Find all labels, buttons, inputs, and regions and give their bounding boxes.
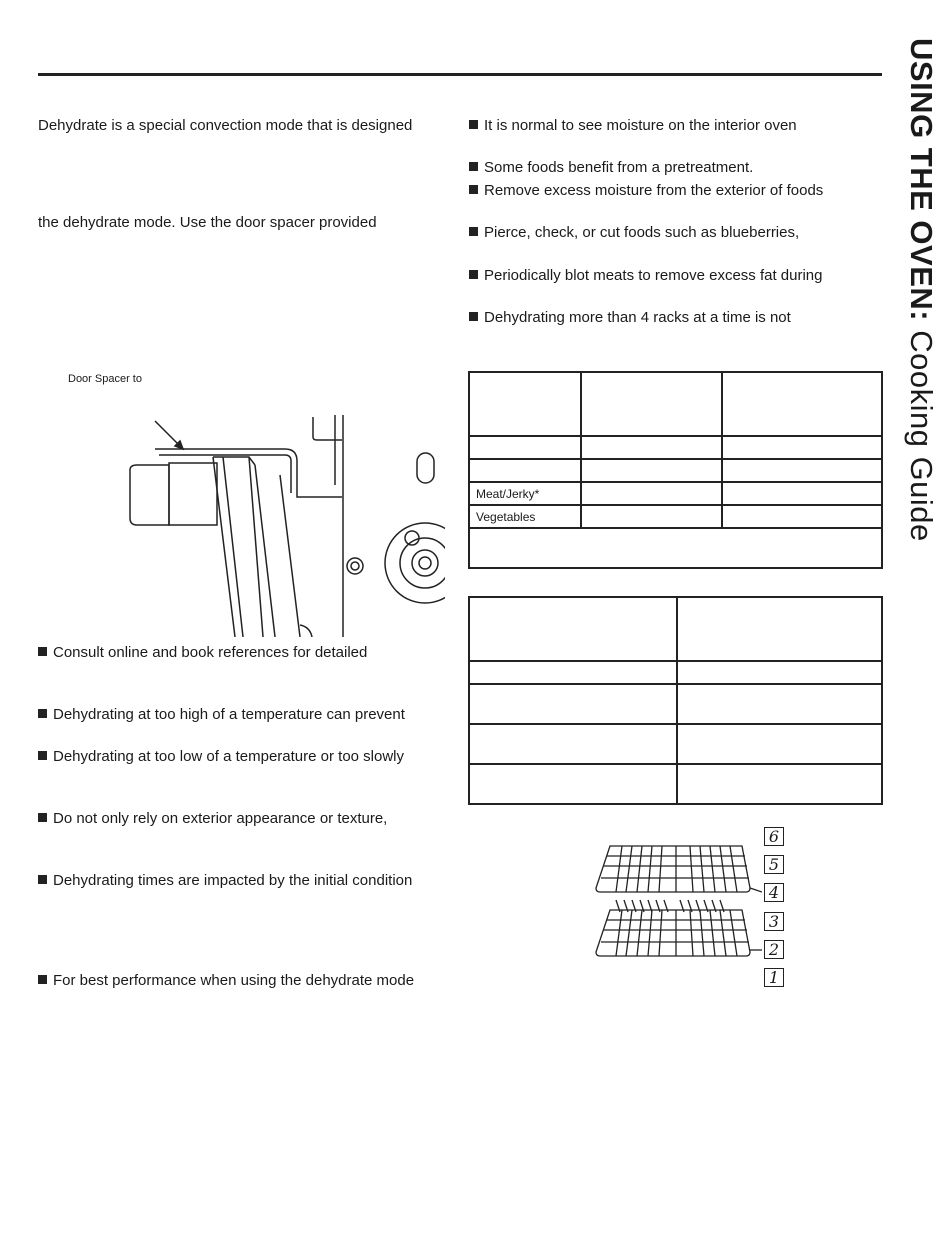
right-tip-4: Pierce, check, or cut foods such as blueberries, (469, 224, 799, 242)
table-row (469, 764, 882, 804)
upper-rack (596, 846, 750, 912)
left-tip-6: For best performance when using the dehydrate mode (38, 972, 414, 990)
table-cell: Vegetables (469, 505, 581, 528)
table-cell (677, 764, 882, 804)
table-row (469, 724, 882, 764)
right-tip-2: Some foods benefit from a pretreatment. (469, 159, 753, 177)
top-rule (38, 73, 882, 76)
left-tip-2: Dehydrating at too high of a temperature can prevent (38, 706, 405, 724)
table-row (469, 505, 882, 528)
table-cell (722, 459, 882, 482)
door-spacer-illustration (125, 415, 445, 637)
rack-position-1: 1 (764, 968, 784, 987)
bullet-square (469, 312, 478, 321)
table-cell (581, 372, 722, 436)
intro-text: Dehydrate is a special convection mode that is designed (38, 117, 413, 134)
table-cell: Meat/Jerky* (469, 482, 581, 505)
table-cell (677, 661, 882, 684)
rack-position-4: 4 (764, 883, 784, 902)
table-cell (469, 764, 677, 804)
table-row (469, 436, 882, 459)
table-cell (677, 724, 882, 764)
table-footer-cell (469, 528, 882, 568)
table-cell (581, 482, 722, 505)
rack-position-2: 2 (764, 940, 784, 959)
table-cell (469, 597, 677, 661)
oven-dial-outer (385, 523, 445, 603)
bullet-square (469, 120, 478, 129)
spacer-text: the dehydrate mode. Use the door spacer provided (38, 214, 377, 231)
oven-top-edge (313, 417, 342, 440)
rack-position-6: 6 (764, 827, 784, 846)
table-cell (722, 482, 882, 505)
left-tip-5: Dehydrating times are impacted by the initial condition (38, 872, 412, 890)
side-header-light: Cooking Guide (904, 330, 939, 542)
table-cell (469, 724, 677, 764)
table-cell (469, 459, 581, 482)
table-cell (677, 684, 882, 724)
table-cell (581, 505, 722, 528)
table-cell (677, 597, 882, 661)
right-tip-6: Dehydrating more than 4 racks at a time is not (469, 309, 791, 327)
table-cell (469, 661, 677, 684)
table-row (469, 661, 882, 684)
bullet-square (38, 647, 47, 656)
table-row (469, 372, 882, 436)
spacer-clip (130, 465, 169, 525)
dehydrate-food-table (468, 371, 883, 569)
bullet-square (38, 813, 47, 822)
oven-knob-small-center (351, 562, 359, 570)
door-panel (213, 457, 263, 637)
lower-rack (596, 910, 750, 956)
bullet-square (469, 227, 478, 236)
table-cell (469, 684, 677, 724)
spacer-block (169, 463, 217, 525)
door-hinge (300, 625, 312, 637)
rack-position-5: 5 (764, 855, 784, 874)
table-cell (581, 436, 722, 459)
bullet-square (469, 185, 478, 194)
table-cell (469, 436, 581, 459)
bullet-square (38, 709, 47, 718)
bullet-square (469, 270, 478, 279)
table-row (469, 528, 882, 568)
side-header (901, 38, 941, 598)
oven-rack-diagram (592, 840, 762, 968)
table-cell (722, 436, 882, 459)
table-cell (581, 459, 722, 482)
right-tip-5: Periodically blot meats to remove excess fat during (469, 267, 823, 285)
dehydrate-rack-table (468, 596, 883, 805)
oven-dial-notch (405, 531, 419, 545)
left-tip-4: Do not only rely on exterior appearance or texture, (38, 810, 387, 828)
left-tip-1: Consult online and book references for detailed (38, 644, 367, 662)
table-row (469, 597, 882, 661)
bullet-square (38, 875, 47, 884)
right-tip-3: Remove excess moisture from the exterior of foods (469, 182, 823, 200)
oven-dial-center (419, 557, 431, 569)
figure-caption: Door Spacer to (68, 373, 142, 385)
oven-dial-hub (412, 550, 438, 576)
bullet-square (469, 162, 478, 171)
bullet-square (38, 975, 47, 984)
table-cell (722, 372, 882, 436)
oven-knob-small (347, 558, 363, 574)
table-row (469, 482, 882, 505)
table-cell (469, 372, 581, 436)
bullet-square (38, 751, 47, 760)
table-cell (722, 505, 882, 528)
left-tip-3: Dehydrating at too low of a temperature or too slowly (38, 748, 404, 766)
table-row (469, 459, 882, 482)
door-glass (255, 465, 300, 637)
right-tip-1: It is normal to see moisture on the interior oven (469, 117, 797, 135)
rack-position-3: 3 (764, 912, 784, 931)
rack-pointer-4 (750, 888, 762, 892)
spacer-outline-outer (155, 449, 342, 497)
side-header-bold: USING THE OVEN: (904, 38, 939, 322)
table-row (469, 684, 882, 724)
oven-light-button (417, 453, 434, 483)
